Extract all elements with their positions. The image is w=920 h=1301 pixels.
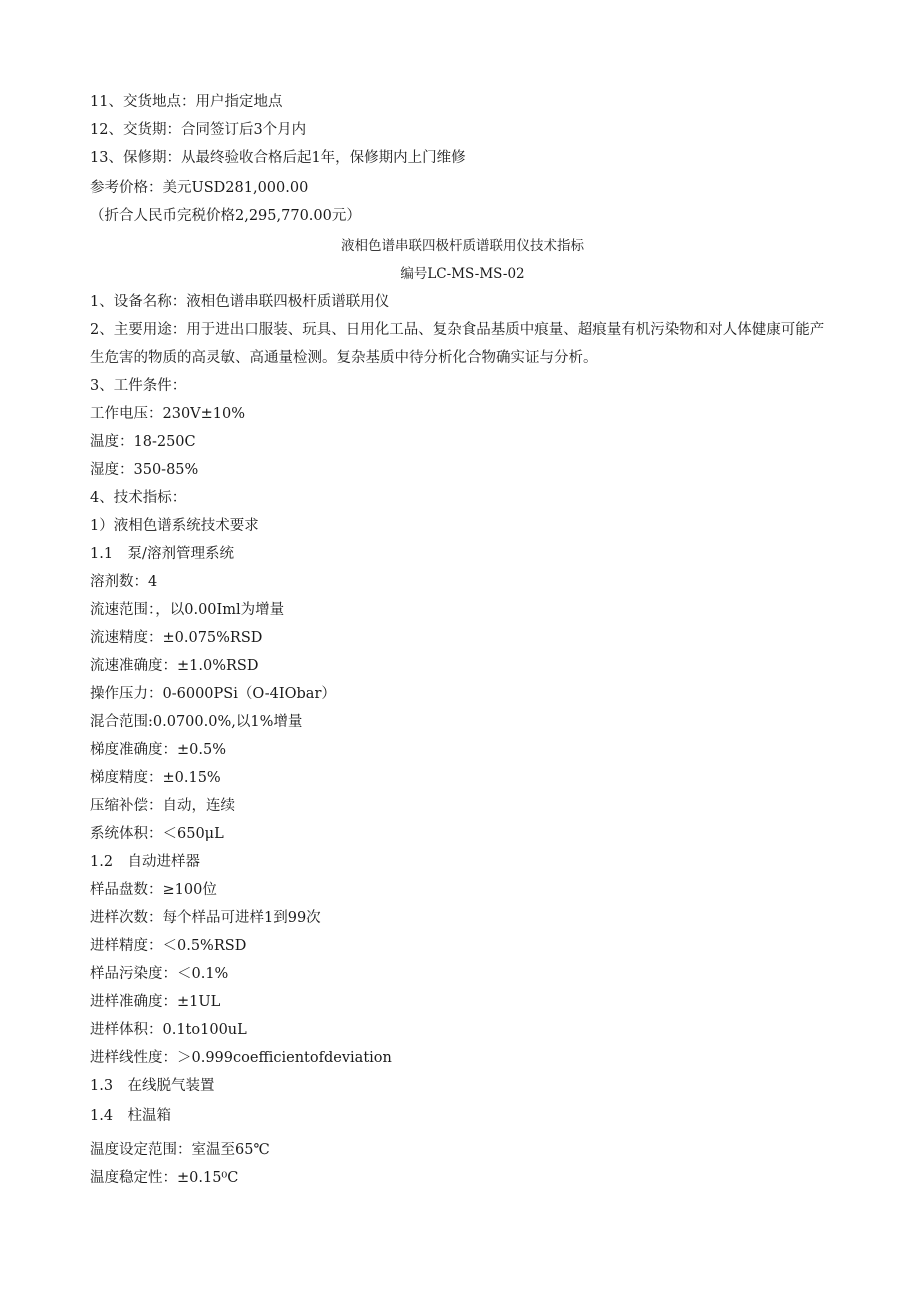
spec-number: 编号LC-MS-MS-02 (400, 266, 525, 282)
humidity: 湿度：350-85% (90, 462, 199, 478)
sample-tray-count: 样品盘数：≥100位 (90, 882, 217, 898)
delivery-location: 11、交货地点：用户指定地点 (90, 94, 283, 110)
flow-range: 流速范围：，以0.00Iml为增量 (90, 602, 285, 618)
temperature: 温度：18-250C (90, 434, 196, 450)
flow-accuracy: 流速准确度：±1.0%RSD (90, 658, 259, 674)
temperature-setting-range: 温度设定范围：室温至65℃ (90, 1142, 270, 1158)
gradient-precision: 梯度精度：±0.15% (90, 770, 221, 786)
pump-section-heading: 1.1 泵/溶剂管理系统 (90, 546, 234, 562)
system-volume: 系统体积：＜650μL (90, 826, 224, 842)
operating-pressure: 操作压力：0-6000PSi（O-4IObar） (90, 686, 336, 702)
spec-title: 液相色谱串联四极杆质谱联用仪技术指标 (341, 238, 584, 254)
mixing-range: 混合范围:0.0700.0%,以1%增量 (90, 714, 303, 730)
solvent-count: 溶剂数：4 (90, 574, 158, 590)
device-name: 1、设备名称：液相色谱串联四极杆质谱联用仪 (90, 294, 390, 310)
column-oven-heading: 1.4 柱温箱 (90, 1108, 172, 1124)
compression-compensation: 压缩补偿：自动，连续 (90, 798, 235, 814)
rmb-price: （折合人民币完税价格2,295,770.00元） (90, 208, 361, 224)
temperature-stability: 温度稳定性：±0.15⁰C (90, 1170, 239, 1186)
gradient-accuracy: 梯度准确度：±0.5% (90, 742, 226, 758)
injection-count: 进样次数：每个样品可进样1到99次 (90, 910, 321, 926)
working-conditions-heading: 3、工件条件： (90, 378, 187, 394)
injection-precision: 进样精度：＜0.5%RSD (90, 938, 247, 954)
flow-precision: 流速精度：±0.075%RSD (90, 630, 263, 646)
document-page (90, 88, 835, 1192)
injection-volume: 进样体积：0.1to100uL (90, 1022, 247, 1038)
reference-price: 参考价格：美元USD281,000.00 (90, 180, 309, 196)
delivery-period: 12、交货期：合同签订后3个月内 (90, 122, 307, 138)
injection-linearity: 进样线性度：＞0.999coefficientofdeviation (90, 1050, 392, 1066)
autosampler-heading: 1.2 自动进样器 (90, 854, 201, 870)
sample-carryover: 样品污染度：＜0.1% (90, 966, 229, 982)
injection-accuracy: 进样准确度：±1UL (90, 994, 221, 1010)
lc-system-heading: 1）液相色谱系统技术要求 (90, 518, 259, 534)
warranty-period: 13、保修期：从最终验收合格后起1年，保修期内上门维修 (90, 150, 466, 166)
degasser-heading: 1.3 在线脱气装置 (90, 1078, 215, 1094)
main-purpose: 2、主要用途：用于进出口服装、玩具、日用化工品、复杂食品基质中痕量、超痕量有机污染物和对人体健康可能产生危害的物质的高灵敏、高通量检测。复杂基质中待分析化合物确实证与分析。 (90, 322, 825, 366)
working-voltage: 工作电压：230V±10% (90, 406, 246, 422)
tech-specs-heading: 4、技术指标： (90, 490, 187, 506)
